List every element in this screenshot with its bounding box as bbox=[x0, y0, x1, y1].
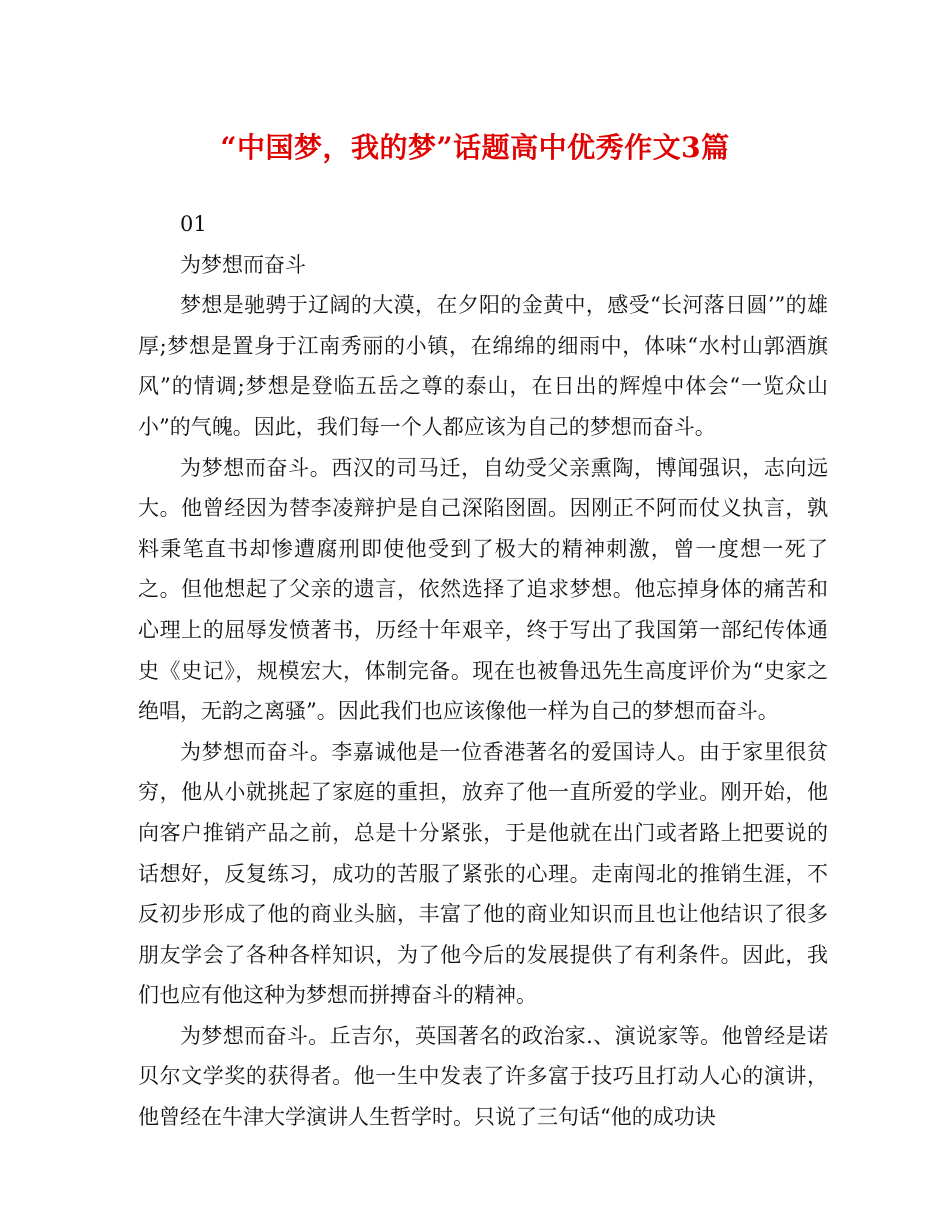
paragraph: 为梦想而奋斗。李嘉诚他是一位香港著名的爱国诗人。由于家里很贫穷，他从小就挑起了家庭的重担，放弃了他一直所爱的学业。刚开始，他向客户推销产品之前，总是十分紧张，于是他就在出门或者路上把要说的话想好，反复练习，成功的苦服了紧张的心理。走南闯北的推销生涯，不反初步形成了他的商业头脑，丰富了他的商业知识而且也让他结识了很多朋友学会了各种各样知识，为了他今后的发展提供了有利条件。因此，我们也应有他这种为梦想而拼搏奋斗的精神。 bbox=[138, 739, 828, 1008]
document-title: “中国梦，我的梦”话题高中优秀作文3篇 bbox=[220, 131, 730, 164]
paragraph: 梦想是驰骋于辽阔的大漠，在夕阳的金黄中，感受“长河落日圆’”的雄厚;梦想是置身于江南秀丽的小镇，在绵绵的细雨中，体味“水村山郭酒旗风”的情调;梦想是登临五岳之尊的泰山，在日出的辉煌中体会“一览众山小”的气魄。因此，我们每一个人都应该为自己的梦想而奋斗。 bbox=[138, 293, 828, 439]
paragraph: 为梦想而奋斗。西汉的司马迁，自幼受父亲熏陶，博闻强识，志向远大。他曾经因为替李凌辩护是自己深陷囹圄。因刚正不阿而仗义执言，孰料秉笔直书却惨遭腐刑即使他受到了极大的精神刺激，曾一度想一死了之。但他想起了父亲的遗言，依然选择了追求梦想。他忘掉身体的痛苦和心理上的屈辱发愤著书，历经十年艰辛，终于写出了我国第一部纪传体通史《史记》，规模宏大，体制完备。现在也被鲁迅先生高度评价为“史家之绝唱，无韵之离骚”。因此我们也应该像他一样为自己的梦想而奋斗。 bbox=[138, 455, 828, 724]
section-heading: 为梦想而奋斗 bbox=[180, 252, 306, 277]
paragraph: 为梦想而奋斗。丘吉尔，英国著名的政治家.、演说家等。他曾经是诺贝尔文学奖的获得者。他一生中发表了许多富于技巧且打动人心的演讲，他曾经在牛津大学演讲人生哲学时。只说了三句话“他的成功诀 bbox=[138, 1023, 828, 1130]
article-body bbox=[138, 204, 828, 1138]
section-number: 01 bbox=[180, 212, 207, 236]
